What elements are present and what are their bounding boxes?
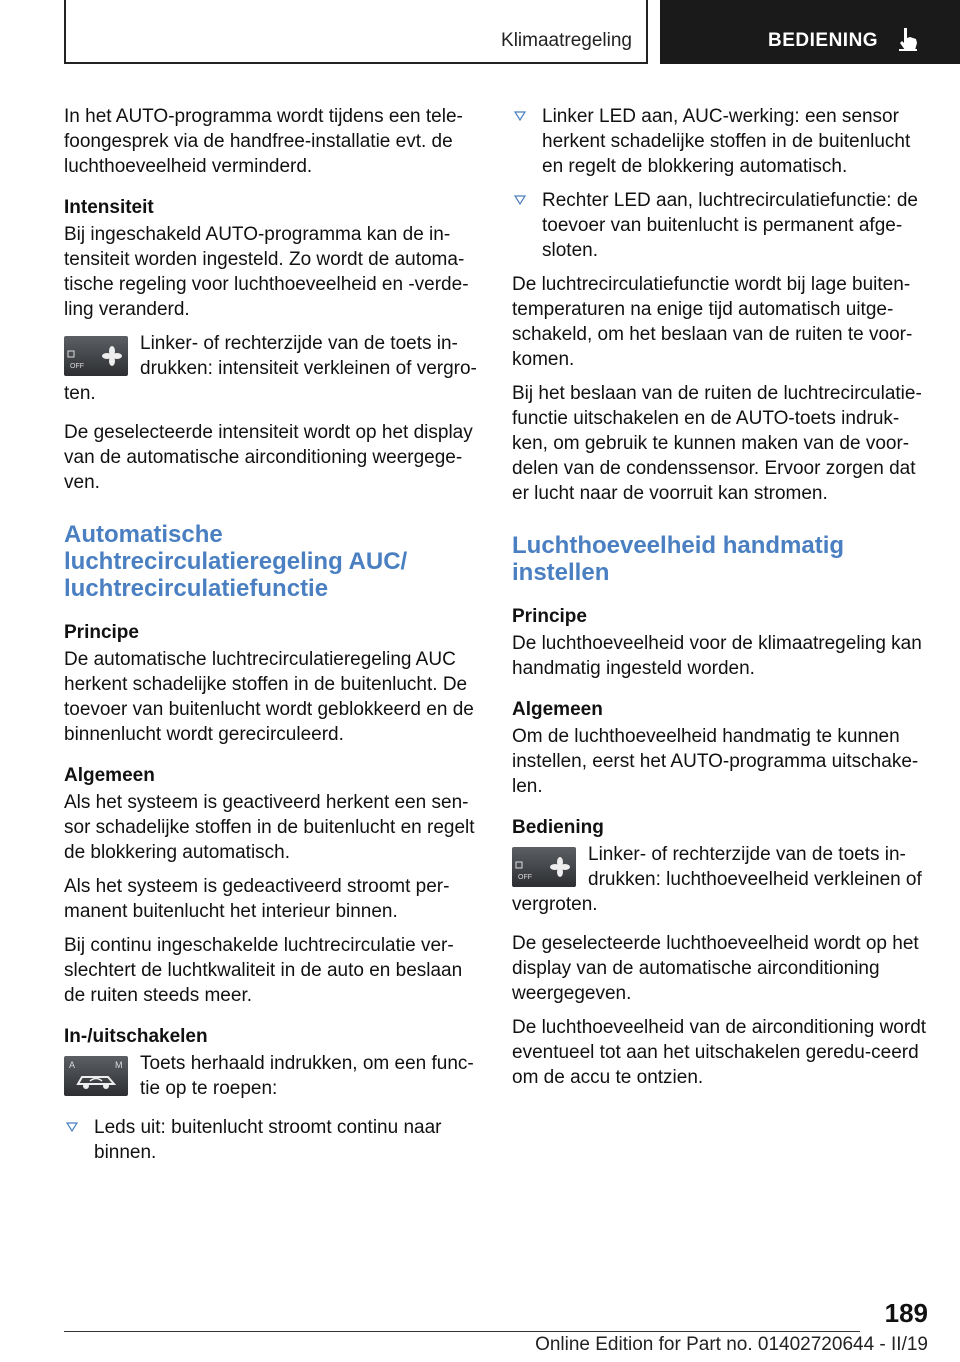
svg-text:OFF: OFF (518, 874, 532, 881)
paragraph: De geselecteerde intensiteit wordt op het display van de automatische airconditioning weergege-ven. (64, 422, 473, 493)
fan-icon (512, 847, 576, 887)
heading-principe: Principe (64, 622, 139, 643)
fan-button-image (512, 847, 576, 887)
paragraph: In het AUTO-programma wordt tijdens een tele-foongesprek via de handfree-installatie evt. de luchthoeveelheid verminderd. (64, 106, 463, 177)
paragraph: Om de luchthoeveelheid handmatig te kunnen instellen, eerst het AUTO-programma uitschake-len. (512, 726, 919, 797)
paragraph: Als het systeem is geactiveerd herkent een sen-sor schadelijke stoffen in de buitenlucht en regelt de blokkering automatisch. (64, 792, 475, 863)
heading-algemeen: Algemeen (64, 765, 155, 786)
heading-auc: Automatische luchtrecirculatieregeling AUC/ luchtrecirculatiefunctie (64, 521, 408, 602)
heading-bediening: Bediening (512, 817, 604, 838)
paragraph: De automatische luchtrecirculatieregeling AUC herkent schadelijke stoffen in de buitenlucht. De toevoer van buitenlucht wordt geblokkeerd en de binnenlucht wordt gerecirculeerd. (64, 649, 474, 745)
auc-button-image (64, 1056, 128, 1096)
instruction-text: Linker- of rechterzijde van de toets in-drukken: intensiteit verkleinen of vergro-ten. (64, 333, 477, 404)
triangle-bullet-icon (514, 111, 526, 121)
paragraph: De luchthoeveelheid van de airconditioning wordt eventueel tot aan het uitschakelen geredu-ceerd om de accu te ontzien. (512, 1017, 927, 1088)
footer-divider (64, 1331, 860, 1332)
list-item: Leds uit: buitenlucht stroomt continu naar binnen. (64, 1115, 480, 1165)
svg-text:M: M (115, 1060, 123, 1070)
paragraph: De luchthoeveelheid voor de klimaatregeling kan handmatig ingesteld worden. (512, 633, 922, 679)
paragraph: Als het systeem is gedeactiveerd stroomt per-manent buitenlucht het interieur binnen. (64, 876, 450, 922)
fan-icon (64, 336, 128, 376)
footer-edition: Online Edition for Part no. 01402720644 - II/19 (535, 1334, 928, 1355)
paragraph: Bij continu ingeschakelde luchtrecirculatie ver-slechtert de luchtkwaliteit in de auto en beslaan de ruiten steeds meer. (64, 935, 463, 1006)
triangle-bullet-icon (66, 1122, 78, 1132)
heading-algemeen: Algemeen (512, 699, 603, 720)
list-item: Rechter LED aan, luchtrecirculatiefunctie: de toevoer van buitenlucht is permanent afge-sloten. (512, 188, 928, 263)
instruction-text: Toets herhaald indrukken, om een func-tie op te roepen: (140, 1053, 474, 1099)
chapter-title: BEDIENING (768, 30, 879, 51)
svg-text:OFF: OFF (70, 363, 84, 370)
triangle-bullet-icon (514, 195, 526, 205)
car-recirculation-icon (64, 1056, 128, 1096)
left-column (64, 104, 480, 1174)
heading-luchthoeveelheid: Luchthoeveelheid handmatig instellen (512, 532, 845, 586)
led-list-continued (512, 104, 928, 263)
paragraph: De geselecteerde luchthoeveelheid wordt op het display van de automatische airconditioning weergegeven. (512, 933, 919, 1004)
fan-button-image (64, 336, 128, 376)
button-instruction (64, 331, 480, 406)
button-instruction (64, 1051, 480, 1101)
paragraph: De luchtrecirculatiefunctie wordt bij lage buiten-temperaturen na enige tijd automatisch uitge-schakeld, om het beslaan van de ruiten te voor-komen. (512, 274, 913, 370)
instruction-text: Linker- of rechterzijde van de toets in-drukken: luchthoeveelheid verkleinen of vergroten. (512, 844, 922, 915)
section-title: Klimaatregeling (501, 30, 632, 51)
header-chapter-box (660, 0, 960, 64)
pointing-hand-icon (896, 26, 920, 52)
button-instruction (512, 842, 928, 917)
heading-in-uitschakelen: In-/uitschakelen (64, 1026, 208, 1047)
paragraph: Bij ingeschakeld AUTO-programma kan de in-tensiteit worden ingesteld. Zo wordt de automa-tische regeling voor luchthoeveelheid en -verde-ling veranderd. (64, 224, 469, 320)
paragraph: Bij het beslaan van de ruiten de luchtrecirculatie-functie uitschakelen en de AUTO-toets indruk-ken, om gebruik te kunnen maken van de voor-delen van de condenssensor. Ervoor zorgen dat er lucht naar de voorruit kan stromen. (512, 383, 922, 504)
heading-intensiteit: Intensiteit (64, 197, 154, 218)
list-item: Linker LED aan, AUC-werking: een sensor herkent schadelijke stoffen in de buitenlucht en regelt de blokkering automatisch. (512, 104, 928, 179)
right-column (512, 104, 928, 1099)
led-list (64, 1115, 480, 1165)
svg-text:A: A (69, 1060, 76, 1070)
heading-principe: Principe (512, 606, 587, 627)
page-number: 189 (884, 1298, 928, 1328)
header-section-box (64, 0, 648, 64)
